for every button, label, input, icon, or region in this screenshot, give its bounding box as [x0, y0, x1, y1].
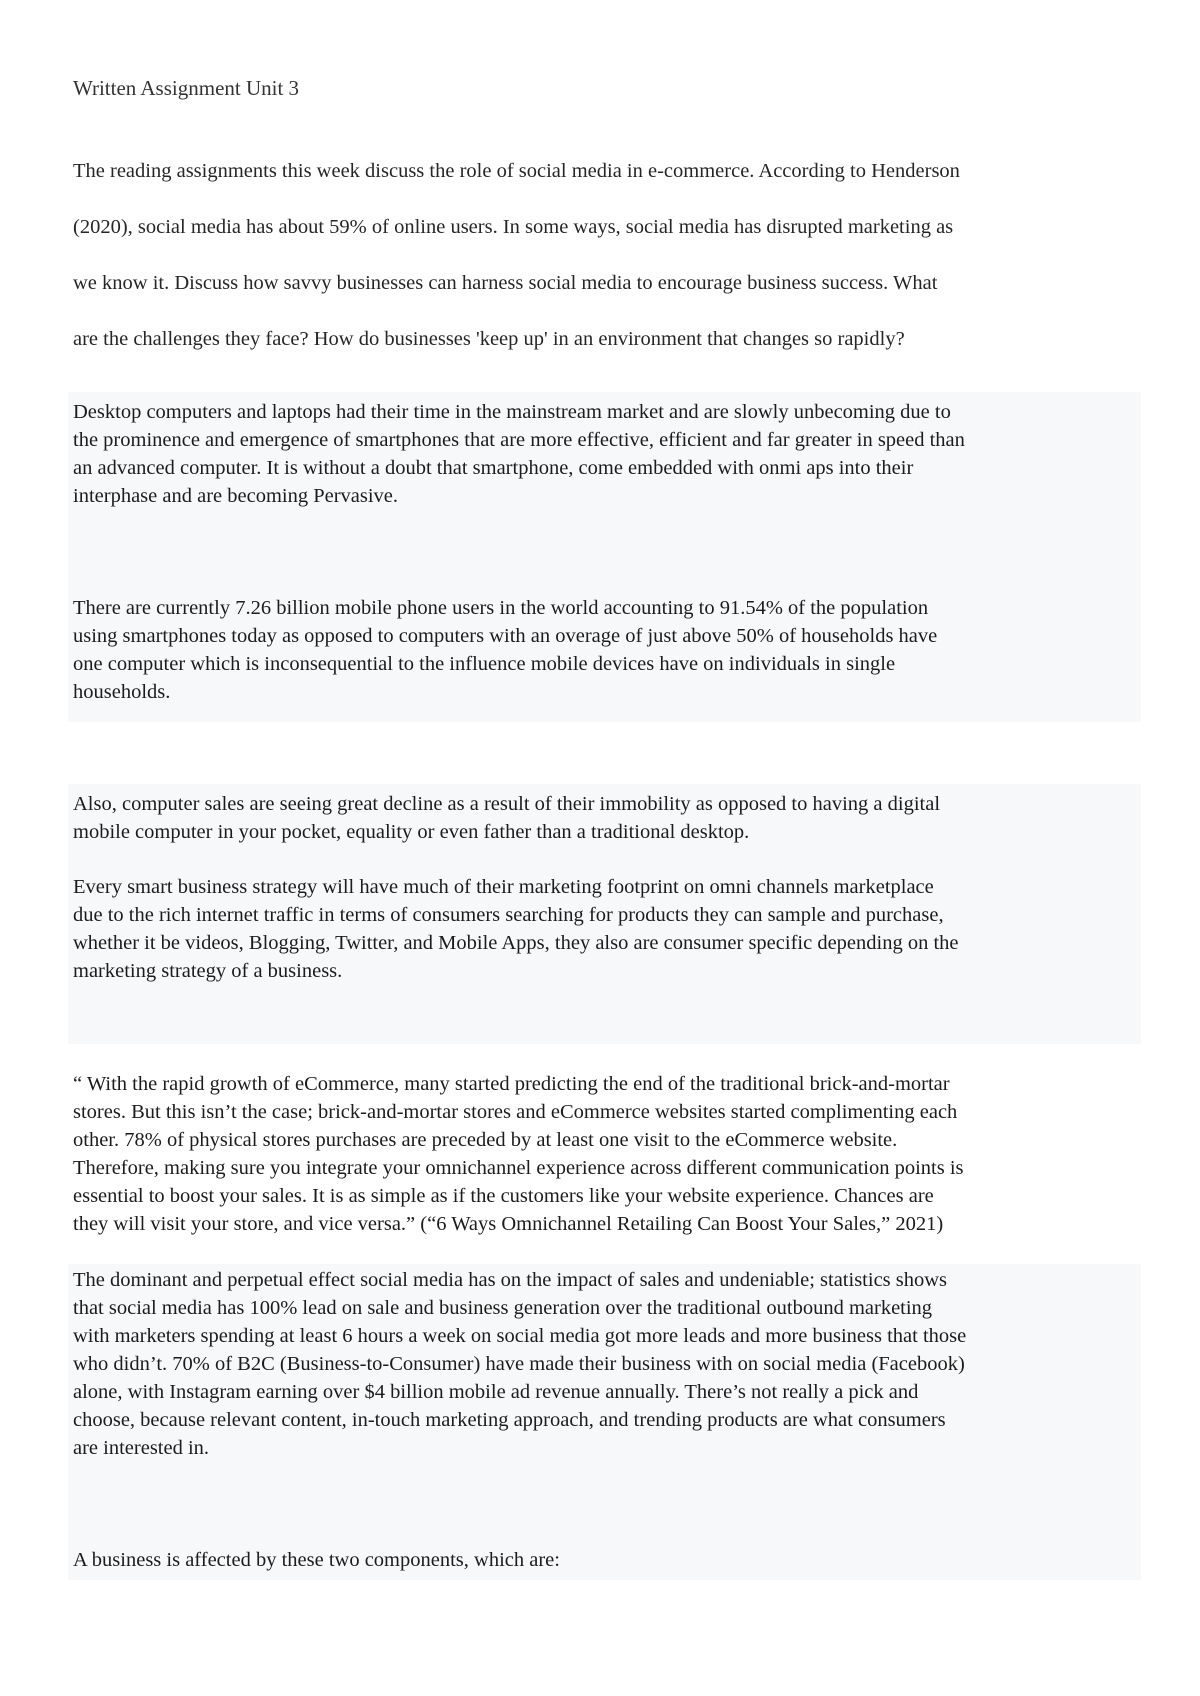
- paragraph-line: an advanced computer. It is without a doubt that smartphone, come embedded with onmi aps into their: [73, 457, 914, 479]
- paragraph-line: using smartphones today as opposed to computers with an overage of just above 50% of households have: [73, 625, 938, 647]
- paragraph-line: one computer which is inconsequential to the influence mobile devices have on individuals in single: [73, 653, 896, 675]
- paragraph-line: choose, because relevant content, in-touch marketing approach, and trending products are what consumers: [73, 1409, 946, 1431]
- paragraph-line: with marketers spending at least 6 hours a week on social media got more leads and more business that those: [73, 1325, 967, 1347]
- paragraph-line: that social media has 100% lead on sale and business generation over the traditional outbound marketing: [73, 1297, 933, 1319]
- paragraph-line: essential to boost your sales. It is as simple as if the customers like your website experience. Chances are: [73, 1185, 934, 1207]
- prompt-line: (2020), social media has about 59% of online users. In some ways, social media has disrupted marketing as: [73, 216, 954, 238]
- paragraph-line: There are currently 7.26 billion mobile phone users in the world accounting to 91.54% of the population: [73, 597, 929, 619]
- paragraph-line: due to the rich internet traffic in terms of consumers searching for products they can sample and purchase,: [73, 904, 944, 926]
- paragraph-line: they will visit your store, and vice versa.” (“6 Ways Omnichannel Retailing Can Boost Your Sales,” 2021): [73, 1213, 944, 1235]
- paragraph-line: The dominant and perpetual effect social media has on the impact of sales and undeniable; statistics shows: [73, 1269, 948, 1291]
- paragraph-line: other. 78% of physical stores purchases are preceded by at least one visit to the eCommerce website.: [73, 1129, 898, 1151]
- paragraph-mobile-users: [73, 594, 1143, 706]
- paragraph-line: A business is affected by these two components, which are:: [73, 1549, 560, 1571]
- paragraph-social-media-effect: [73, 1266, 1143, 1462]
- paragraph-line: whether it be videos, Blogging, Twitter, and Mobile Apps, they also are consumer specific depending on the: [73, 932, 959, 954]
- paragraph-line: Desktop computers and laptops had their time in the mainstream market and are slowly unbecoming due to: [73, 401, 951, 423]
- paragraph-line: interphase and are becoming Pervasive.: [73, 485, 399, 507]
- paragraph-line: mobile computer in your pocket, equality or even father than a traditional desktop.: [73, 821, 750, 843]
- paragraph-business-strategy: [73, 873, 1143, 985]
- document-title: Written Assignment Unit 3: [73, 76, 300, 100]
- paragraph-line: Therefore, making sure you integrate your omnichannel experience across different communication points is: [73, 1157, 964, 1179]
- paragraph-line: are interested in.: [73, 1437, 210, 1459]
- paragraph-line: Also, computer sales are seeing great decline as a result of their immobility as opposed to having a digital: [73, 793, 941, 815]
- prompt-line: we know it. Discuss how savvy businesses can harness social media to encourage business success. What: [73, 272, 938, 294]
- prompt-line: The reading assignments this week discuss the role of social media in e-commerce. According to Henderson: [73, 160, 960, 182]
- paragraph-line: Every smart business strategy will have much of their marketing footprint on omni channels marketplace: [73, 876, 934, 898]
- paragraph-two-components: [73, 1546, 1143, 1574]
- paragraph-line: stores. But this isn’t the case; brick-and-mortar stores and eCommerce websites started complimenting each: [73, 1101, 958, 1123]
- paragraph-desktop-vs-smartphones: [73, 398, 1143, 510]
- paragraph-line: “ With the rapid growth of eCommerce, many started predicting the end of the traditional brick-and-mortar: [73, 1073, 950, 1095]
- paragraph-line: marketing strategy of a business.: [73, 960, 343, 982]
- paragraph-line: households.: [73, 681, 171, 703]
- paragraph-line: alone, with Instagram earning over $4 billion mobile ad revenue annually. There’s not really a pick and: [73, 1381, 919, 1403]
- paragraph-omnichannel-quote: [73, 1070, 1143, 1238]
- assignment-prompt: [73, 143, 1143, 367]
- paragraph-line: the prominence and emergence of smartphones that are more effective, efficient and far greater in speed than: [73, 429, 965, 451]
- paragraph-computer-sales: [73, 790, 1143, 846]
- paragraph-line: who didn’t. 70% of B2C (Business-to-Consumer) have made their business with on social media (Facebook): [73, 1353, 965, 1375]
- prompt-line: are the challenges they face? How do businesses 'keep up' in an environment that changes so rapidly?: [73, 328, 905, 350]
